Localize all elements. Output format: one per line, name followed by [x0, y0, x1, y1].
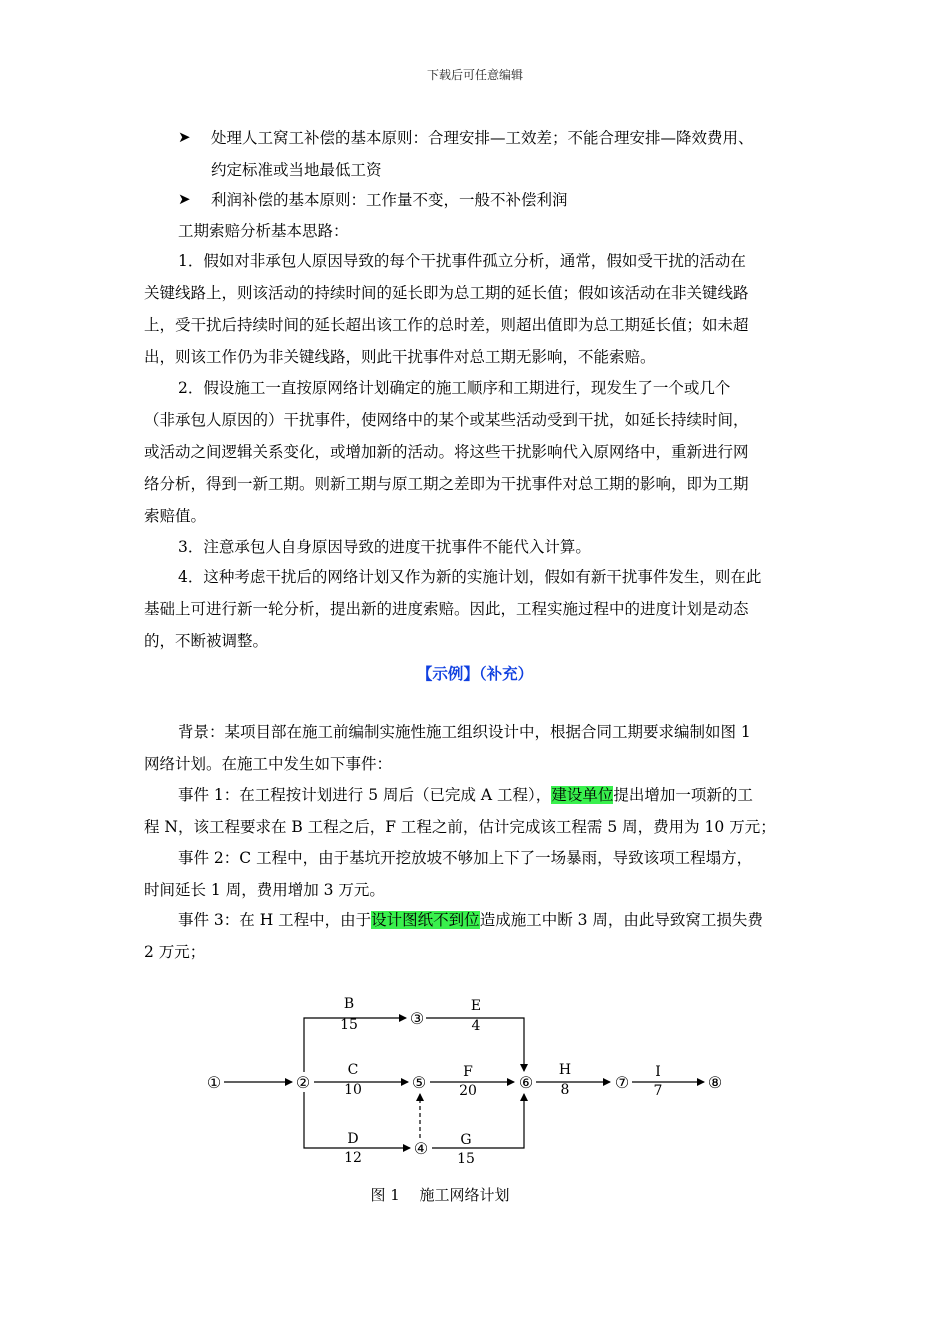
arrow-2-3: [304, 1018, 406, 1072]
point-1-line: 关键线路上，则该活动的持续时间的延长即为总工期的延长值；假如该活动在非关键线路: [144, 284, 749, 302]
activity-g-duration: 15: [457, 1151, 475, 1167]
bullet-2-line-1: 利润补偿的基本原则：工作量不变，一般不补偿利润: [211, 191, 568, 209]
arrow-4-6: [432, 1094, 524, 1148]
activity-h-duration: 8: [560, 1082, 570, 1098]
bullet-1-line-2: 约定标准或当地最低工资: [211, 161, 382, 179]
bullet-1-line-1: 处理人工窝工补偿的基本原则：合理安排—工效差；不能合理安排—降效费用、: [211, 129, 754, 147]
event-3-highlight: 设计图纸不到位: [371, 911, 480, 929]
event-2-line: 时间延长 1 周，费用增加 3 万元。: [144, 881, 385, 899]
activity-g-name: G: [460, 1132, 472, 1148]
figure-caption: 图 1 施工网络计划: [370, 1186, 510, 1204]
activity-h-name: H: [558, 1062, 572, 1078]
event-3-text-after: 造成施工中断 3 周，由此导致窝工损失费: [479, 911, 763, 929]
node-3: ③: [409, 1009, 425, 1028]
activity-c-name: C: [347, 1062, 359, 1078]
node-7: ⑦: [614, 1073, 630, 1092]
page-header: 下载后可任意编辑: [426, 68, 523, 82]
background-line: 网络计划。在施工中发生如下事件：: [144, 755, 393, 773]
node-4: ④: [413, 1139, 429, 1158]
background-line: 背景：某项目部在施工前编制实施性施工组织设计中，根据合同工期要求编制如图 1: [178, 723, 751, 741]
node-5: ⑤: [411, 1073, 427, 1092]
activity-i-name: I: [655, 1064, 661, 1080]
node-2: ②: [295, 1073, 311, 1092]
point-2-line: 索赔值。: [144, 507, 207, 525]
activity-e-duration: 4: [471, 1018, 481, 1034]
point-1-line: 上，受干扰后持续时间的延长超出该工作的总时差，则超出值即为总工期延长值；如未超: [144, 316, 749, 334]
activity-e-name: E: [470, 998, 482, 1014]
activity-d-duration: 12: [344, 1150, 362, 1166]
point-3-line: 3．注意承包人自身原因导致的进度干扰事件不能代入计算。: [178, 538, 591, 556]
point-4-line: 基础上可进行新一轮分析，提出新的进度索赔。因此，工程实施过程中的进度计划是动态: [144, 600, 749, 618]
event-1-line-2: 程 N，该工程要求在 B 工程之后，F 工程之前，估计完成该工程需 5 周，费用为 10 万元；: [144, 818, 776, 836]
event-1-line-1: [178, 785, 753, 805]
event-1-text: 事件 1：在工程按计划进行 5 周后（已完成 A 工程），: [178, 786, 552, 804]
point-2-line: 或活动之间逻辑关系变化，或增加新的活动。将这些干扰影响代入原网络中，重新进行网: [144, 443, 749, 461]
section-title: 工期索赔分析基本思路：: [178, 222, 349, 240]
event-3-line-1: [178, 910, 763, 930]
activity-c-duration: 10: [344, 1082, 362, 1098]
point-2-line: （非承包人原因的）干扰事件，使网络中的某个或某些活动受到干扰，如延长持续时间，: [144, 411, 749, 429]
event-3-text: 事件 3：在 H 工程中，由于: [178, 911, 372, 929]
node-6: ⑥: [518, 1073, 534, 1092]
arrow-2-4: [304, 1092, 410, 1148]
activity-b-duration: 15: [340, 1017, 358, 1033]
node-8: ⑧: [707, 1073, 723, 1092]
activity-f-name: F: [463, 1064, 473, 1080]
bullet-arrow-icon: ➤: [178, 190, 191, 208]
point-1-line: 1．假如对非承包人原因导致的每个干扰事件孤立分析，通常，假如受干扰的活动在: [178, 252, 746, 270]
event-3-line-2: 2 万元；: [144, 943, 206, 961]
activity-f-duration: 20: [459, 1083, 477, 1099]
event-1-text-after: 提出增加一项新的工: [613, 786, 753, 804]
point-1-line: 出，则该工作仍为非关键线路，则此干扰事件对总工期无影响，不能索赔。: [144, 348, 656, 366]
arrow-3-6: [426, 1018, 524, 1071]
event-2-line: 事件 2：C 工程中，由于基坑开挖放坡不够加上下了一场暴雨，导致该项工程塌方，: [178, 849, 753, 867]
point-4-line: 的，不断被调整。: [144, 632, 269, 650]
event-1-highlight: 建设单位: [551, 786, 614, 804]
point-2-line: 络分析，得到一新工期。则新工期与原工期之差即为干扰事件对总工期的影响，即为工期: [144, 475, 749, 493]
point-4-line: 4．这种考虑干扰后的网络计划又作为新的实施计划，假如有新干扰事件发生，则在此: [178, 568, 762, 586]
node-1: ①: [206, 1073, 222, 1092]
activity-i-duration: 7: [653, 1083, 663, 1099]
activity-d-name: D: [347, 1131, 359, 1147]
example-heading: 【示例】（补充）: [416, 664, 534, 683]
point-2-line: 2．假设施工一直按原网络计划确定的施工顺序和工期进行，现发生了一个或几个: [178, 379, 731, 397]
bullet-arrow-icon: ➤: [178, 128, 191, 146]
activity-b-name: B: [343, 996, 355, 1012]
